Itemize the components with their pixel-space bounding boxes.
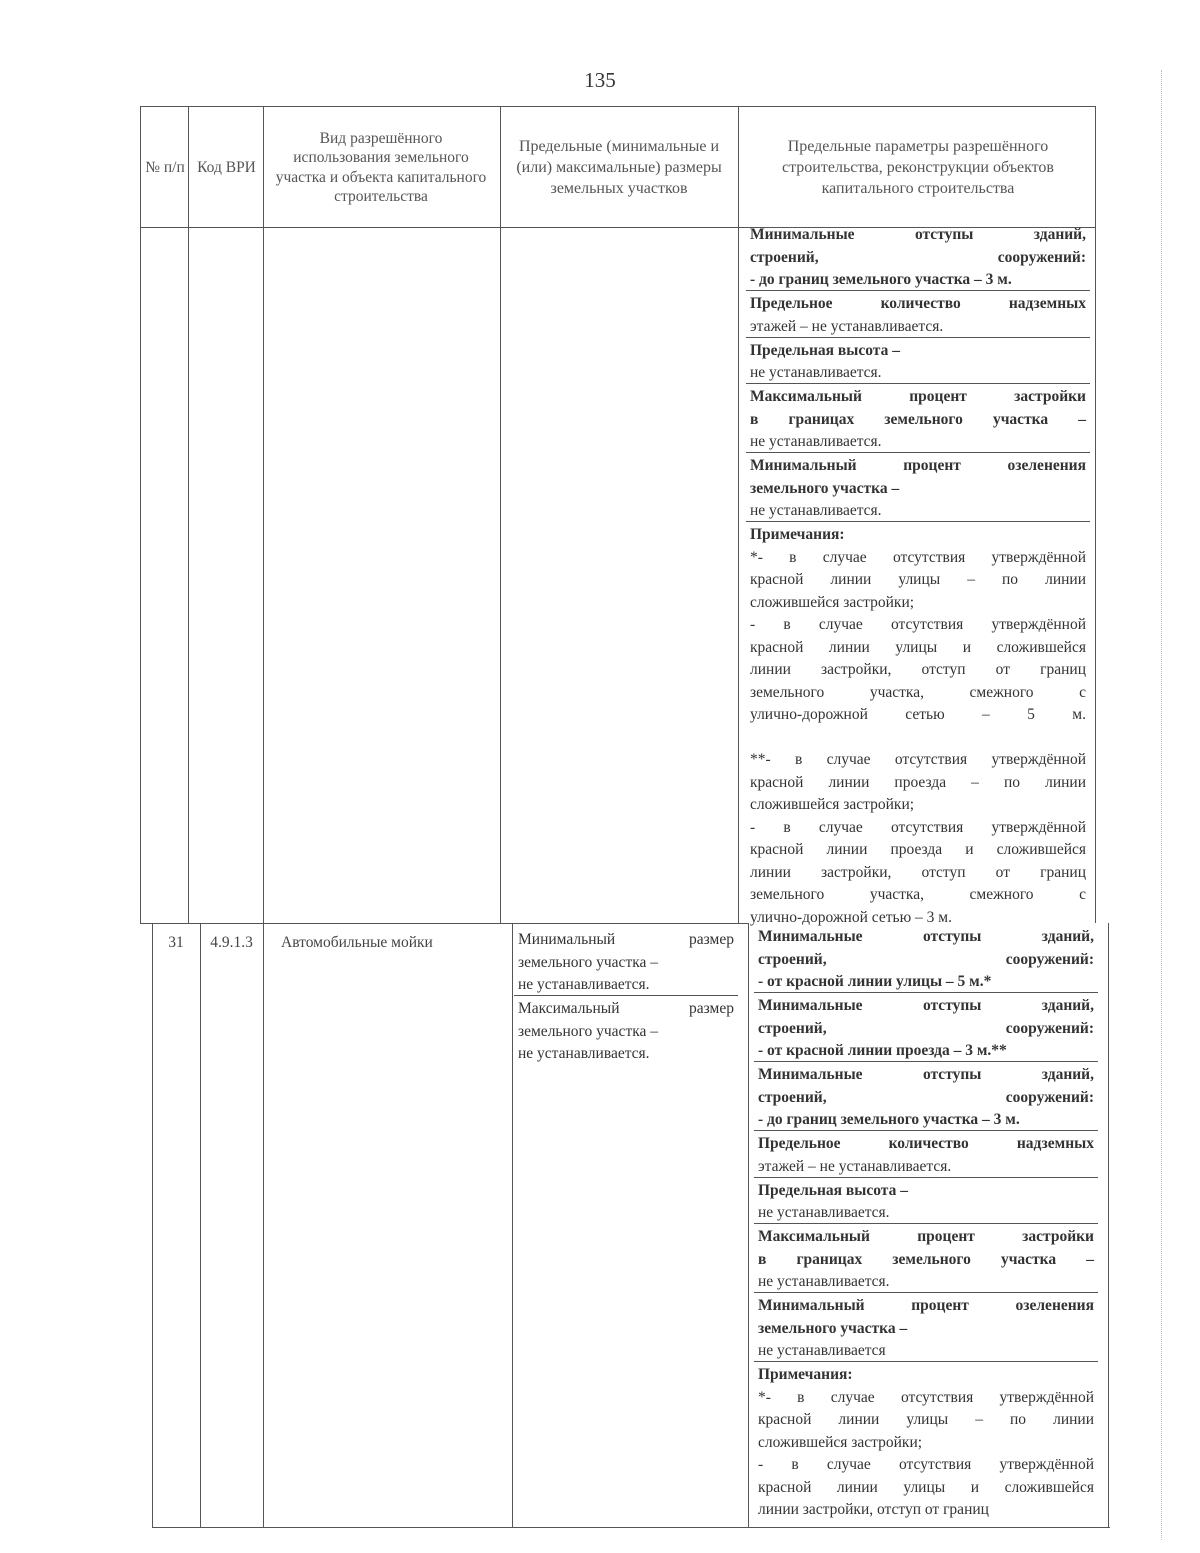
- cont-param-cell-line: этажей – не устанавливается.: [750, 317, 944, 335]
- row31-param-cell-divider: [754, 1361, 1098, 1362]
- cont-param-cell-divider: [746, 383, 1090, 384]
- row31-param-cell-line: *- в случае отсутствия утверждённой: [758, 1388, 1094, 1406]
- col-border-2: [263, 106, 264, 1527]
- cont-param-cell-line: земельного участка, смежного с: [750, 886, 1086, 903]
- cont-param-cell-4: [750, 455, 1086, 523]
- cont-param-cell-line: не устанавливается.: [750, 364, 882, 381]
- row31-param-cell-4: [758, 1180, 1094, 1225]
- row31-size-cell-line: Максимальный размер: [518, 1000, 734, 1017]
- row-31-use: Автомобильные мойки: [281, 934, 433, 951]
- cont-param-cell-line: Минимальный процент озеленения: [750, 457, 1086, 474]
- row31-param-cell-line: Минимальные отступы зданий,: [758, 997, 1094, 1014]
- cont-param-cell-line: не устанавливается.: [750, 433, 882, 450]
- cont-param-cell-line: - в случае отсутствия утверждённой: [750, 616, 1086, 633]
- cont-param-cell-line: Предельная высота –: [750, 341, 900, 359]
- cont-param-cell-divider: [746, 337, 1090, 338]
- row31-size-cell-line: земельного участка –: [518, 953, 659, 971]
- header-size: Предельные (минимальные и (или) максимальные) размеры земельных участков: [516, 138, 722, 197]
- cont-param-cell-line: [750, 727, 1086, 750]
- row31-size-cell-line: земельного участка –: [518, 1022, 659, 1040]
- row31-param-cell-line: - до границ земельного участка – 3 м.: [758, 1111, 1020, 1128]
- col-border-1: [188, 106, 189, 923]
- row31-size-cell-line: не устанавливается.: [518, 1045, 650, 1062]
- cont-param-cell-1: [750, 293, 1086, 338]
- row31-param-cell-line: - от красной линии улицы – 5 м.*: [758, 973, 992, 990]
- cont-param-cell-line: Примечания:: [750, 526, 845, 543]
- row31-param-cell-7: [758, 1364, 1094, 1522]
- row31-param-cell-line: в границах земельного участка –: [758, 1250, 1094, 1268]
- row31-param-cell-line: строений, сооружений:: [758, 1019, 1094, 1037]
- cont-param-cell-line: сложившейся застройки;: [750, 593, 915, 611]
- row31-size-cell-0: [518, 929, 734, 997]
- cont-param-cell-line: улично-дорожной сетью – 5 м.: [750, 706, 1086, 723]
- row31-param-cell-line: земельного участка –: [758, 1319, 908, 1337]
- header-use: Вид разрешённого использования земельного участка и объекта капитального строительства: [275, 129, 487, 205]
- cont-param-cell-line: линии застройки, отступ от границ: [750, 661, 1086, 678]
- row31-param-cell-line: красной линии улицы и сложившейся: [758, 1478, 1094, 1496]
- table-top-border: [140, 106, 1095, 107]
- row31-param-cell-line: Минимальные отступы зданий,: [758, 1066, 1094, 1083]
- row31-param-cell-line: строений, сооружений:: [758, 950, 1094, 968]
- row31-param-cell-line: Минимальный процент озеленения: [758, 1297, 1094, 1314]
- col-border-right: [1095, 106, 1096, 923]
- col-border-3: [500, 106, 501, 923]
- row31-param-cell-line: Максимальный процент застройки: [758, 1228, 1094, 1245]
- cont-param-cell-divider: [746, 452, 1090, 453]
- row31-param-cell-line: линии застройки, отступ от границ: [758, 1501, 989, 1518]
- cont-param-cell-line: не устанавливается.: [750, 502, 882, 519]
- row31-param-cell-divider: [754, 992, 1098, 993]
- col-border-1-lower: [200, 923, 201, 1527]
- col-border-4: [738, 106, 739, 923]
- row31-param-cell-2: [758, 1064, 1094, 1132]
- cont-param-cell-line: Предельное количество надземных: [750, 295, 1086, 312]
- col-border-3-lower: [512, 923, 513, 1527]
- col-border-right-lower: [1108, 923, 1109, 1527]
- row31-param-cell-divider: [754, 1177, 1098, 1178]
- cont-param-cell-line: линии застройки, отступ от границ: [750, 863, 1086, 881]
- row-31-code: 4.9.1.3: [210, 934, 253, 951]
- row-divider: [140, 923, 748, 924]
- scan-edge: [1161, 70, 1162, 1540]
- row31-param-cell-line: не устанавливается.: [758, 1204, 890, 1221]
- row31-param-cell-line: Предельная высота –: [758, 1181, 908, 1199]
- row31-param-cell-line: Примечания:: [758, 1366, 853, 1383]
- row31-param-cell-0: [758, 926, 1094, 994]
- col-border-left-lower: [152, 923, 153, 1527]
- cont-param-cell-line: красной линии проезда – по линии: [750, 773, 1086, 791]
- cont-param-cell-line: *- в случае отсутствия утверждённой: [750, 548, 1086, 566]
- row31-param-cell-5: [758, 1226, 1094, 1294]
- row31-param-cell-divider: [754, 1061, 1098, 1062]
- row31-param-cell-line: - от красной линии проезда – 3 м.**: [758, 1042, 1007, 1059]
- cont-param-cell-5: [750, 524, 1086, 929]
- row31-param-cell-line: сложившейся застройки;: [758, 1433, 923, 1451]
- header-code: Код ВРИ: [197, 158, 256, 176]
- row31-param-cell-divider: [754, 1223, 1098, 1224]
- table-bottom-border: [152, 1527, 1110, 1528]
- row31-size-cell-divider: [514, 995, 738, 996]
- cont-param-cell-line: - до границ земельного участка – 3 м.: [750, 271, 1012, 288]
- row31-param-cell-line: Предельное количество надземных: [758, 1135, 1094, 1152]
- cont-param-cell-line: в границах земельного участка –: [750, 410, 1086, 428]
- row31-param-cell-line: красной линии улицы – по линии: [758, 1411, 1094, 1428]
- cont-param-cell-line: строений, сооружений:: [750, 248, 1086, 266]
- header-num: № п/п: [145, 158, 185, 176]
- row31-param-cell-line: Минимальные отступы зданий,: [758, 928, 1094, 945]
- cont-param-cell-line: улично-дорожной сетью – 3 м.: [750, 908, 952, 926]
- row31-param-cell-6: [758, 1295, 1094, 1363]
- row31-param-cell-divider: [754, 1130, 1098, 1131]
- row31-size-cell-line: Минимальный размер: [518, 931, 734, 948]
- cont-param-cell-3: [750, 386, 1086, 454]
- row31-size-cell-1: [518, 998, 734, 1066]
- row31-param-cell-line: строений, сооружений:: [758, 1088, 1094, 1106]
- cont-param-cell-line: Максимальный процент застройки: [750, 388, 1086, 405]
- row31-param-cell-line: этажей – не устанавливается.: [758, 1157, 952, 1175]
- row31-param-cell-line: - в случае отсутствия утверждённой: [758, 1456, 1094, 1473]
- cont-param-cell-line: сложившейся застройки;: [750, 796, 915, 813]
- cont-param-cell-line: **- в случае отсутствия утверждённой: [750, 751, 1086, 768]
- cont-param-cell-line: красной линии улицы – по линии: [750, 571, 1086, 588]
- cont-param-cell-line: земельного участка, смежного с: [750, 683, 1086, 701]
- row31-param-cell-line: не устанавливается.: [758, 1273, 890, 1290]
- row31-param-cell-line: не устанавливается: [758, 1342, 886, 1359]
- cont-param-cell-line: красной линии улицы и сложившейся: [750, 638, 1086, 656]
- col-border-4-lower: [748, 923, 749, 1527]
- cont-param-cell-line: красной линии проезда и сложившейся: [750, 841, 1086, 858]
- row-31-num: 31: [168, 934, 184, 951]
- cont-param-cell-divider: [746, 290, 1090, 291]
- cont-param-cell-divider: [746, 521, 1090, 522]
- row31-param-cell-3: [758, 1133, 1094, 1178]
- row31-size-cell-line: не устанавливается.: [518, 976, 650, 993]
- cont-param-cell-line: Минимальные отступы зданий,: [750, 226, 1086, 243]
- cont-param-cell-0: [750, 224, 1086, 292]
- header-params: Предельные параметры разрешённого строительства, реконструкции объектов капитального строительства: [782, 138, 1054, 197]
- row31-param-cell-1: [758, 995, 1094, 1063]
- col-border-left: [140, 106, 141, 923]
- cont-param-cell-line: земельного участка –: [750, 479, 900, 497]
- row31-param-cell-divider: [754, 1292, 1098, 1293]
- page-number: 135: [584, 68, 616, 92]
- cont-param-cell-2: [750, 340, 1086, 385]
- cont-param-cell-line: - в случае отсутствия утверждённой: [750, 818, 1086, 836]
